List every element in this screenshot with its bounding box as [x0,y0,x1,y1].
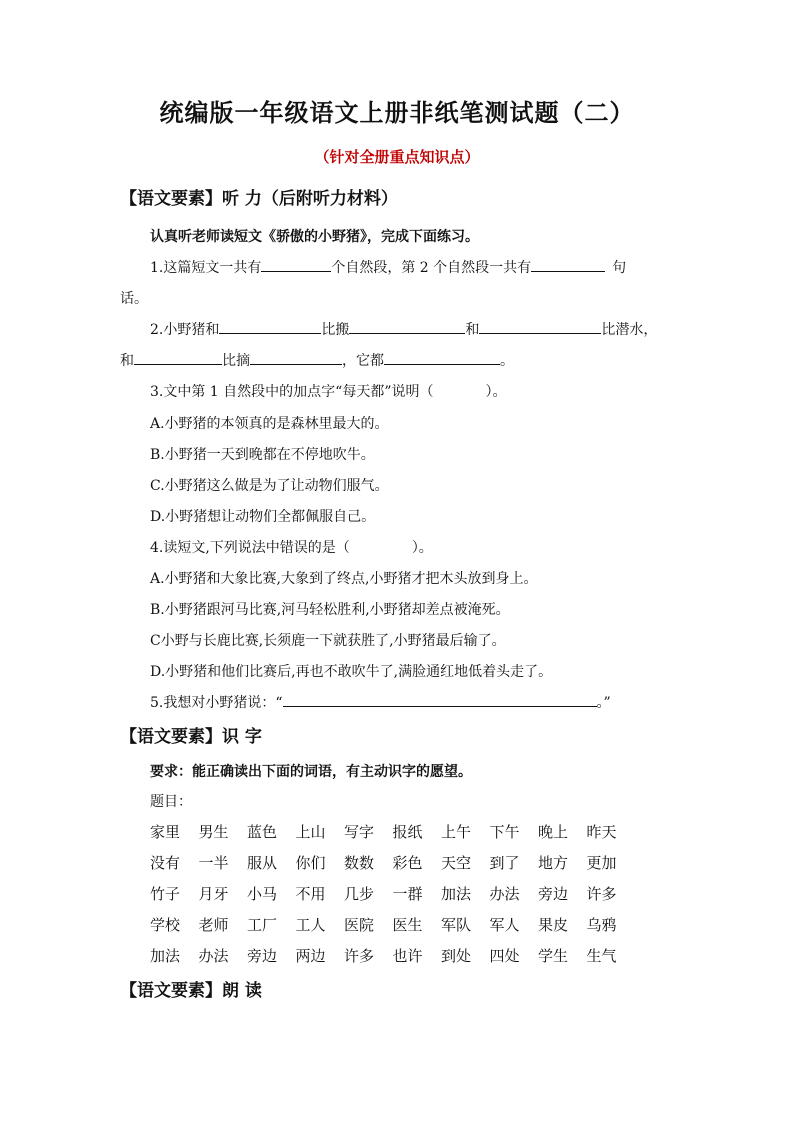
q3-option-d[interactable]: D.小野猪想让动物们全都佩服自己。 [150,509,376,525]
q2-blank-5[interactable] [250,350,342,365]
q2-text-h: 。 [500,353,514,369]
vocab-word: 乌鸦 [586,916,617,934]
literacy-label: 题目： [150,794,192,810]
vocab-word: 家里 [150,823,181,841]
vocab-word: 老师 [198,916,229,934]
vocab-word: 工厂 [247,916,278,934]
vocab-word: 到了 [489,854,520,872]
q4-close: ）。 [411,540,433,556]
q2-text-a: 2.小野猪和 [150,322,220,338]
vocab-word: 竹子 [150,885,181,903]
q3-option-a[interactable]: A.小野猪的本领真的是森林里最大的。 [150,416,389,432]
vocab-word: 上山 [295,823,326,841]
vocab-word: 昨天 [586,823,617,841]
q2-blank-1[interactable] [219,319,321,334]
section-heading-literacy: 【语文要素】识 字 [120,727,262,747]
q2-text-e: 和 [120,353,134,369]
q2-blank-2[interactable] [349,319,465,334]
vocab-word: 晚上 [538,823,569,841]
vocab-word: 办法 [198,947,229,965]
vocab-word: 生气 [586,947,617,965]
vocab-word: 工人 [295,916,326,934]
vocab-word: 医院 [344,916,375,934]
q1-text-d: 话。 [120,291,148,307]
question-2 [150,319,657,339]
question-2-cont [120,350,514,370]
vocab-word: 加法 [441,885,472,903]
vocab-word: 不用 [295,885,326,903]
question-5 [150,692,611,712]
page-subtitle: （针对全册重点知识点） [314,148,480,166]
q5-blank[interactable] [283,692,597,707]
question-1 [150,257,626,277]
vocab-word: 服从 [247,854,278,872]
q2-text-c: 和 [465,322,480,338]
vocab-word: 天空 [441,854,472,872]
q2-blank-4[interactable] [134,350,222,365]
vocab-word: 办法 [489,885,520,903]
vocab-word: 上午 [441,823,472,841]
vocab-word: 数数 [344,854,375,872]
vocab-word: 没有 [150,854,181,872]
question-3 [150,381,506,401]
vocab-word: 许多 [344,947,375,965]
q4-option-b[interactable]: B.小野猪跟河马比赛,河马轻松胜利,小野猪却差点被淹死。 [150,602,510,618]
q1-text-a: 1.这篇短文一共有 [150,260,262,276]
section-heading-reading: 【语文要素】朗 读 [120,981,262,1001]
vocab-word: 一群 [392,885,423,903]
vocab-word: 写字 [344,823,375,841]
vocab-word: 学生 [538,947,569,965]
vocab-word: 两边 [295,947,326,965]
vocab-word: 四处 [489,947,520,965]
vocab-word: 一半 [198,854,229,872]
q1-blank-paragraphs[interactable] [261,257,331,272]
q1-text-b: 个自然段，第 2 个自然段一共有 [331,260,532,276]
vocab-word: 彩色 [392,854,423,872]
q5-text-b: 。” [596,695,611,711]
q4-option-d[interactable]: D.小野猪和他们比赛后,再也不敢吹牛了,满脸通红地低着头走了。 [150,664,553,680]
vocab-word: 军人 [489,916,520,934]
vocab-word: 军队 [441,916,472,934]
vocab-word: 几步 [344,885,375,903]
q2-text-f: 比摘 [222,353,250,369]
q2-text-g: ，它都 [342,353,384,369]
vocab-word: 报纸 [392,823,423,841]
q4-stem: 4.读短文,下列说法中错误的是（ [150,540,350,556]
vocab-word: 果皮 [538,916,569,934]
q3-close: ）。 [485,384,507,400]
vocab-word: 你们 [295,854,326,872]
q1-text-c: 句 [612,260,627,276]
q4-option-c[interactable]: C小野与长鹿比赛,长须鹿一下就获胜了,小野猪最后输了。 [150,633,506,649]
q5-text-a: 5.我想对小野猪说：“ [150,695,283,711]
q2-blank-6[interactable] [384,350,500,365]
vocab-word: 加法 [150,947,181,965]
vocab-word: 也许 [392,947,423,965]
vocab-word: 许多 [586,885,617,903]
vocab-word: 到处 [441,947,472,965]
vocab-word: 旁边 [538,885,569,903]
q2-blank-3[interactable] [479,319,601,334]
q4-option-a[interactable]: A.小野猪和大象比赛,大象到了终点,小野猪才把木头放到身上。 [150,571,538,587]
vocab-word: 学校 [150,916,181,934]
vocab-word: 地方 [538,854,569,872]
q3-stem: 3.文中第 1 自然段中的加点字“每天都”说明（ [150,384,434,400]
vocab-word: 旁边 [247,947,278,965]
vocab-word: 更加 [586,854,617,872]
page-title: 统编版一年级语文上册非纸笔测试题（二） [159,98,635,127]
section-heading-listening: 【语文要素】听 力（后附听力材料） [120,189,398,209]
vocab-word: 下午 [489,823,520,841]
q2-text-b: 比搬 [321,322,350,338]
listening-instruction: 认真听老师读短文《骄傲的小野猪》，完成下面练习。 [150,229,479,245]
q3-option-c[interactable]: C.小野猪这么做是为了让动物们服气。 [150,478,389,494]
vocab-word: 医生 [392,916,423,934]
vocab-word: 小马 [247,885,278,903]
vocab-word: 月牙 [198,885,229,903]
q1-blank-sentences[interactable] [531,257,605,272]
literacy-requirement: 要求：能正确读出下面的词语，有主动识字的愿望。 [150,764,472,780]
q2-text-d: 比潜水， [601,322,658,338]
q3-option-b[interactable]: B.小野猪一天到晚都在不停地吹牛。 [150,447,375,463]
vocab-word: 蓝色 [247,823,278,841]
vocab-word: 男生 [198,823,229,841]
question-4 [150,537,433,557]
